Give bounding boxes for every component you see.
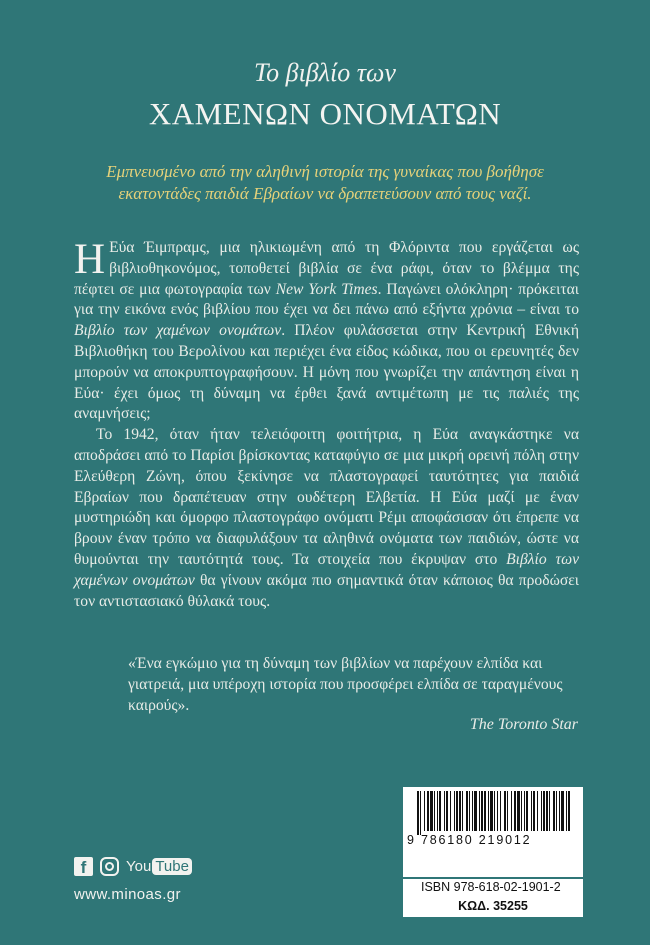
- product-code: ΚΩΔ. 35255: [403, 897, 583, 917]
- dropcap: Η: [74, 236, 106, 283]
- blurb-text: θα γίνουν ακόμα πιο σημαντικά όταν κάποιος θα προδώσει τον αντιστασιακό θύλακά τους.: [74, 571, 579, 610]
- title-pre: Το βιβλίο των: [254, 58, 396, 87]
- book-title: ΧΑΜΕΝΩΝ ΟΝΟΜΑΤΩΝ: [148, 96, 502, 131]
- barcode-box: [403, 787, 583, 877]
- blurb-text: . Παγώνει ολόκληρη· πρόκειται για την εικόνα ενός βιβλίου που έχει να δει πάνω από εξήντα χρόνια – είναι το: [74, 280, 579, 319]
- social-icons: [74, 857, 192, 876]
- instagram-icon[interactable]: [100, 857, 119, 876]
- website-link[interactable]: www.minoas.gr: [74, 886, 181, 903]
- tagline: Εμπνευσμένο από την αληθινή ιστορία της γυναίκας που βοήθησε εκατοντάδες παιδιά Εβραίων να δραπετεύσουν από τους ναζί.: [106, 162, 544, 203]
- blurb: [74, 238, 579, 612]
- blurb-italic: New York Times: [275, 280, 378, 298]
- barcode-digits: 9 786180 219012: [407, 833, 532, 847]
- isbn: ISBN 978-618-02-1901-2: [403, 879, 583, 897]
- youtube-you: You: [126, 858, 152, 875]
- blurb-paragraph-2: [74, 425, 579, 612]
- youtube-tube: Tube: [152, 858, 192, 875]
- youtube-icon[interactable]: [126, 858, 192, 875]
- barcode-icon: [413, 791, 575, 835]
- facebook-letter: f: [80, 858, 87, 877]
- facebook-icon[interactable]: [74, 857, 93, 876]
- blurb-text: Εύα Έιμπραμς, μια ηλικιωμένη από τη Φλόριντα που εργάζεται ως βιβλιοθηκονόμος, τοποθετεί βιβλία σε ένα ράφι, όταν το βλέμμα της πέφτει σε μια φωτογραφία των: [74, 239, 579, 298]
- blurb-text: Το 1942, όταν ήταν τελειόφοιτη φοιτήτρια, η Εύα αναγκάστηκε να αποδράσει από το Παρίσι βρίσκοντας καταφύγιο σε μια μικρή ορεινή πόλη στην Ελεύθερη Ζώνη, όπου ξεκίνησε να πλαστογραφεί ταυτότητες για παιδιά Εβραίων που δραπέτευαν στην ουδέτερη Ελβετία. Η Εύα μαζί με έναν μυστηριώδη και όμορφο πλαστογράφο ονόματι Ρέμι αποφάσισαν ότι έπρεπε να βρουν έναν τρόπο να διαφυλάξουν τα αληθινά ονόματα των παιδιών, ώστε να θυμούνται την ταυτότητά τους. Τα στοιχεία που έκρυψαν στο: [74, 426, 579, 568]
- blurb-italic: Βιβλίο των χαμένων ονομάτων: [74, 322, 282, 340]
- blurb-italic: Βιβλίο των χαμένων ονομάτων: [74, 550, 579, 589]
- quote-source: The Toronto Star: [469, 716, 578, 733]
- review-quote: «Ένα εγκώμιο για τη δύναμη των βιβλίων να παρέχουν ελπίδα και γιατρειά, μια υπέροχη ιστορία που προσφέρει ελπίδα σε ταραγμένους καιρούς».: [128, 655, 563, 714]
- blurb-text: . Πλέον φυλάσσεται στην Κεντρική Εθνική Βιβλιοθήκη του Βερολίνου και περιέχει ένα είδος κώδικα, που οι ερευνητές δεν μπορούν να αποκρυπτογραφήσουν. Η μόνη που γνωρίζει την απάντηση είναι η Εύα· έχει όμως τη δύναμη να έρθει ξανά αντιμέτωπη με τις παλιές της αναμνήσεις;: [74, 322, 579, 423]
- blurb-paragraph-1: [74, 238, 579, 425]
